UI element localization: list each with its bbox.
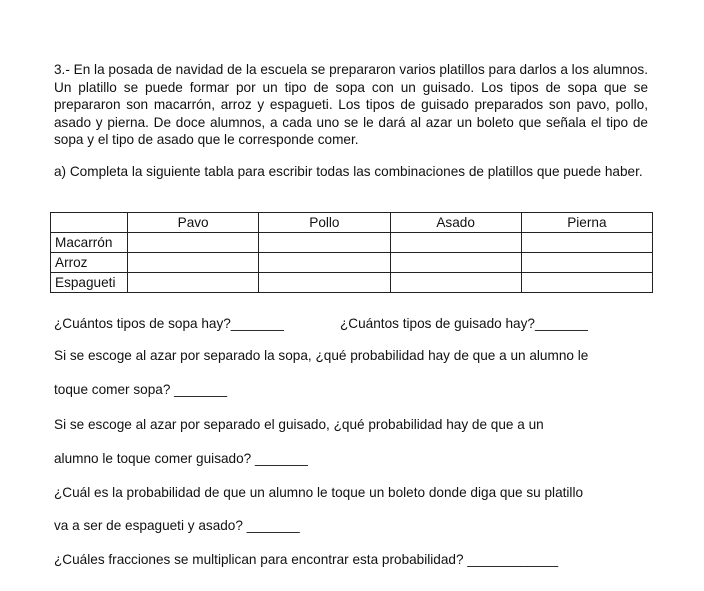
combinations-table: [50, 212, 653, 293]
table-cell[interactable]: [259, 233, 390, 253]
question-fractions: ¿Cuáles fracciones se multiplican para encontrar esta probabilidad? ____________: [54, 552, 559, 567]
row-label-macarron: Macarrón: [51, 233, 128, 253]
table-cell[interactable]: [521, 233, 652, 253]
table-row: [51, 233, 653, 253]
table-header-pierna: Pierna: [521, 213, 652, 233]
table-row: [51, 273, 653, 293]
table-cell[interactable]: [390, 273, 521, 293]
table-header-asado: Asado: [390, 213, 521, 233]
table-cell[interactable]: [259, 273, 390, 293]
question-soup-probability-line2: toque comer sopa? _______: [54, 382, 228, 397]
row-label-espagueti: Espagueti: [51, 273, 128, 293]
table-header-pollo: Pollo: [259, 213, 390, 233]
table-row: [51, 253, 653, 273]
table-header-row: [51, 213, 653, 233]
table-cell[interactable]: [128, 233, 259, 253]
table-cell[interactable]: [390, 233, 521, 253]
table-header-pavo: Pavo: [128, 213, 259, 233]
question-soup-types: ¿Cuántos tipos de sopa hay?_______: [54, 316, 284, 331]
table-cell[interactable]: [259, 253, 390, 273]
table-cell[interactable]: [390, 253, 521, 273]
table-cell[interactable]: [521, 253, 652, 273]
question-stew-types: ¿Cuántos tipos de guisado hay?_______: [340, 316, 588, 331]
table-corner-cell: [51, 213, 128, 233]
question-stew-probability-line1: Si se escoge al azar por separado el guisado, ¿qué probabilidad hay de que a un: [54, 417, 544, 432]
table-cell[interactable]: [128, 273, 259, 293]
question-spaghetti-asado-line2: va a ser de espagueti y asado? _______: [54, 518, 300, 533]
table-cell[interactable]: [128, 253, 259, 273]
question-soup-probability-line1: Si se escoge al azar por separado la sopa, ¿qué probabilidad hay de que a un alumno le: [54, 348, 589, 363]
question-stew-probability-line2: alumno le toque comer guisado? _______: [54, 451, 308, 466]
problem-statement: 3.- En la posada de navidad de la escuela se prepararon varios platillos para darlos a los alumnos. Un platillo se puede formar por un tipo de sopa con un guisado. Los tipos de sopa que se prepararon son macarrón, arroz y espagueti. Los tipos de guisado preparados son pavo, pollo, asado y pierna. De doce alumnos, a cada uno se le dará al azar un boleto que señala el tipo de sopa y el tipo de asado que le corresponde comer.: [54, 62, 648, 148]
part-a-instruction: a) Completa la siguiente tabla para escribir todas las combinaciones de platillos que puede haber.: [54, 164, 643, 179]
row-label-arroz: Arroz: [51, 253, 128, 273]
table-cell[interactable]: [521, 273, 652, 293]
question-spaghetti-asado-line1: ¿Cuál es la probabilidad de que un alumno le toque un boleto donde diga que su platillo: [54, 485, 584, 500]
